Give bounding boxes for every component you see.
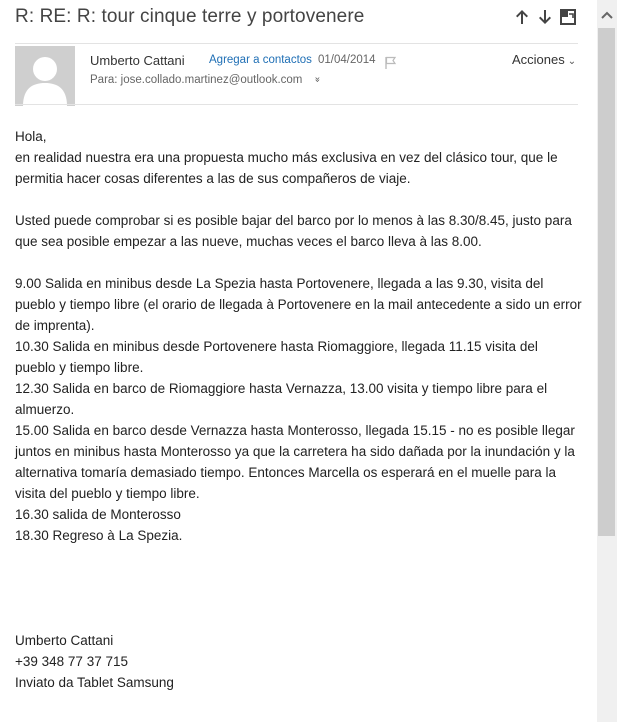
expand-recipients-icon[interactable]: » — [311, 76, 323, 83]
body-paragraph: Usted puede comprobar si es posible bajar del barco por lo menos à las 8.30/8.45, justo para que sea posible empezar a las nueve, muchas veces el barco lleva à las 8.00. — [15, 213, 572, 249]
actions-label: Acciones — [512, 52, 565, 67]
actions-menu[interactable] — [512, 52, 576, 67]
email-subject: R: RE: R: tour cinque terre y portovenere — [15, 6, 365, 27]
arrow-down-icon[interactable] — [537, 9, 553, 25]
body-paragraph: 9.00 Salida en minibus desde La Spezia hasta Portovenere, llegada a las 9.30, visita del pueblo y tiempo libre (el orario de llegada à Portovenere en la mail antecedente a sido un error de imprenta). — [15, 276, 582, 333]
avatar — [15, 46, 75, 106]
body-paragraph: 18.30 Regreso à La Spezia. — [15, 528, 183, 543]
scrollbar[interactable] — [597, 0, 617, 722]
flag-icon[interactable] — [384, 55, 398, 69]
recipient-line: Para: jose.collado.martinez@outlook.com — [90, 74, 303, 86]
popout-icon[interactable] — [560, 9, 576, 25]
blank-line — [15, 546, 582, 567]
body-paragraph: Inviato da Tablet Samsung — [15, 675, 174, 690]
blank-line — [15, 588, 582, 609]
body-paragraph: 12.30 Salida en barco de Riomaggiore hasta Vernazza, 13.00 visita y tiempo libre para el almuerzo. — [15, 381, 548, 417]
blank-line — [15, 189, 582, 210]
body-paragraph: 15.00 Salida en barco desde Vernazza hasta Monterosso, llegada 15.15 - no es posible llegar juntos en minibus hasta Monterosso ya que la carretera ha sido dañada por la inundación y la alternativa tomaría demasiado tiempo. Entonces Marcella os esperará en el muelle para la visita del pueblo y tiempo libre. — [15, 423, 575, 501]
divider — [15, 43, 578, 44]
scrollbar-thumb[interactable] — [598, 28, 615, 536]
arrow-up-icon[interactable] — [514, 9, 530, 25]
body-paragraph: Umberto Cattani — [15, 633, 114, 648]
body-paragraph: 10.30 Salida en minibus desde Portovenere hasta Riomaggiore, llegada 11.15 visita del pueblo y tiempo libre. — [15, 339, 538, 375]
blank-line — [15, 609, 582, 630]
message-toolbar — [514, 9, 576, 25]
message-date: 01/04/2014 — [318, 54, 376, 66]
sender-name[interactable]: Umberto Cattani — [90, 53, 185, 68]
body-paragraph: +39 348 77 37 715 — [15, 654, 128, 669]
body-paragraph: 16.30 salida de Monterosso — [15, 507, 181, 522]
chevron-down-icon: ⌄ — [567, 56, 577, 67]
message-body — [15, 126, 582, 693]
body-paragraph: en realidad nuestra era una propuesta mucho más exclusiva en vez del clásico tour, que le permitia hacer cosas diferentes a las de sus compañeros de viaje. — [15, 150, 558, 186]
blank-line — [15, 567, 582, 588]
divider — [15, 104, 578, 105]
body-paragraph: Hola, — [15, 129, 47, 144]
add-contact-link[interactable]: Agregar a contactos — [209, 54, 312, 66]
blank-line — [15, 252, 582, 273]
scroll-up-icon[interactable] — [597, 8, 617, 24]
